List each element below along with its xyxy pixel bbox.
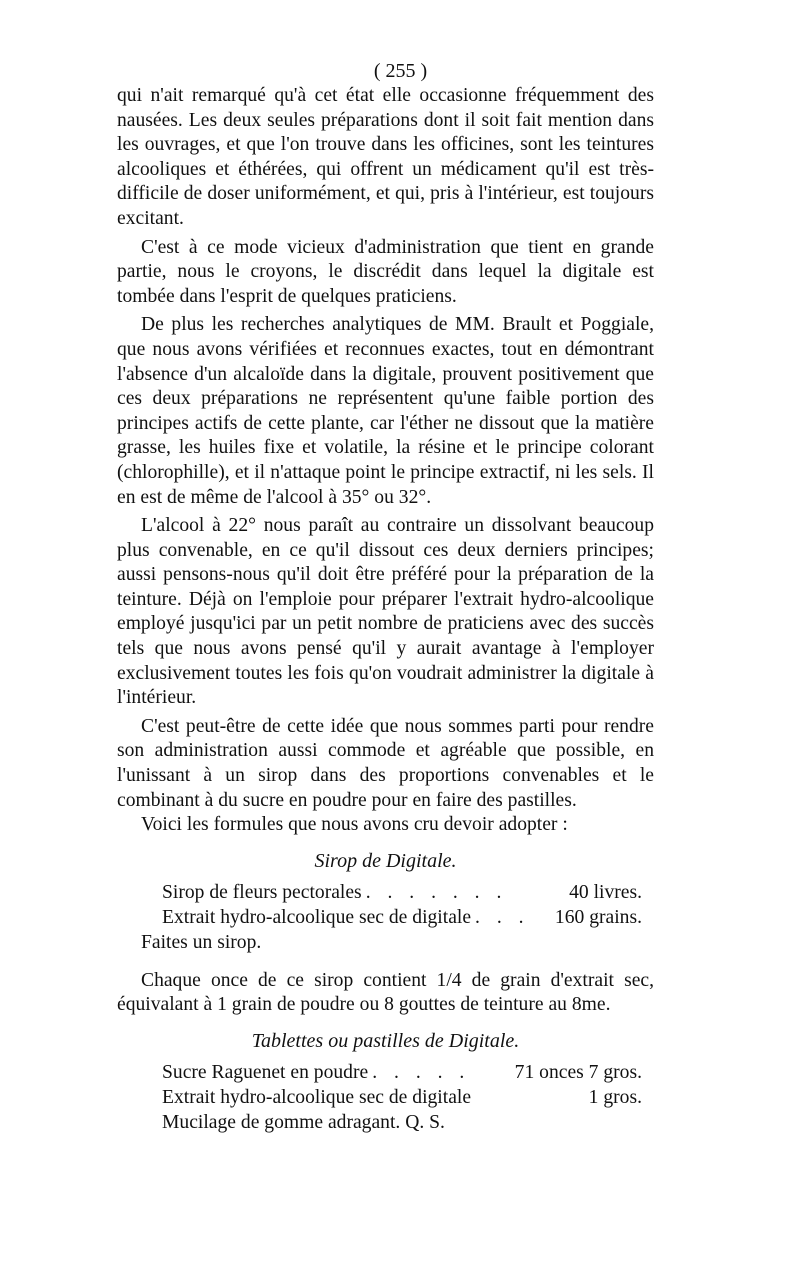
recipe-tablets-title: Tablettes ou pastilles de Digitale.	[251, 1030, 520, 1052]
leader-dots: . . .	[475, 906, 530, 928]
ingredient-quantity: 71 onces 7 gros.	[514, 1062, 642, 1083]
ingredient-name: Mucilage de gomme adragant. Q. S.	[162, 1112, 445, 1133]
recipe-tablets-instruction	[162, 1110, 642, 1135]
recipe-syrup-line	[162, 880, 642, 905]
paragraph-dosage-note: Chaque once de ce sirop contient 1/4 de grain d'extrait sec, équivalant à 1 grain de poudre ou 8 gouttes de teinture au 8me.	[117, 969, 654, 1016]
page-number: ( 255 )	[373, 60, 428, 82]
recipe-syrup-line	[162, 905, 642, 930]
ingredient-name: Extrait hydro-alcoolique sec de digitale	[162, 1087, 472, 1108]
recipe-syrup-title: Sirop de Digitale.	[314, 849, 457, 872]
leader-dots	[471, 1085, 583, 1110]
paragraph-discredit: C'est à ce mode vicieux d'administration que tient en grande partie, nous le croyons, le discrédit dans lequel la digitale est tombée dans l'esprit de quelques praticiens.	[117, 236, 654, 307]
leader-dots: . . . . . . .	[365, 881, 508, 903]
paragraph-analytic-research: De plus les recherches analytiques de MM. Brault et Poggiale, que nous avons vérifiées et reconnues exactes, tout en démontrant l'absence d'un alcaloïde dans la digitale, prouvent positivement que ces deux préparations ne représentent qu'une faible portion des principes actifs de cette plante, car l'éther ne dissout que la matière grasse, les huiles fixe et volatile, la résine et le principe colorant (chlorophille), et il n'attaque point le principe extractif, ni les sels. Il en est de même de l'alcool à 35° ou 32°.	[117, 314, 654, 508]
ingredient-name: Sirop de fleurs pectorales	[162, 881, 362, 903]
paragraph-continuation: qui n'ait remarqué qu'à cet état elle occasionne fréquemment des nausées. Les deux seules préparations dont il soit fait mention dans les ouvrages, et que l'on trouve dans les officines, sont les teintures alcooliques et éthérées, qui offrent un médicament qu'il est très-difficile de doser uniformément, et qui, pris à l'intérieur, est toujours excitant.	[117, 85, 654, 229]
ingredient-quantity: 40 livres.	[569, 881, 642, 903]
paragraph-alcohol-22: L'alcool à 22° nous paraît au contraire un dissolvant beaucoup plus convenable, en ce qu'il dissout ces deux derniers principes; aussi pensons-nous qu'il doit être préféré pour la préparation de la teinture. Déjà on l'emploie pour préparer l'extrait hydro-alcoolique employé jusqu'ici par un petit nombre de praticiens avec des succès tels que nous avons pensé qu'il y aurait avantage à l'employer exclusivement toutes les fois qu'on voudrait administrer la digitale à l'intérieur.	[117, 515, 654, 709]
ingredient-quantity: 1 gros.	[588, 1087, 642, 1108]
ingredient-quantity: 160 grains.	[554, 906, 642, 928]
ingredient-name: Extrait hydro-alcoolique sec de digitale	[162, 906, 472, 928]
ingredient-name: Sucre Raguenet en poudre	[162, 1062, 369, 1083]
paragraph-formulas-intro: Voici les formules que nous avons cru devoir adopter :	[141, 814, 568, 836]
recipe-tablets-line	[162, 1085, 642, 1110]
recipe-tablets-line	[162, 1060, 642, 1085]
book-page	[117, 58, 654, 1135]
paragraph-administration-idea: C'est peut-être de cette idée que nous sommes parti pour rendre son administration aussi commode et agréable que possible, en l'unissant à un sirop dans des proportions convenables et le combinant à du sucre en poudre pour en faire des pastilles.	[117, 715, 654, 811]
leader-dots: . . . . .	[372, 1062, 471, 1083]
recipe-syrup-instruction: Faites un sirop.	[141, 931, 262, 953]
